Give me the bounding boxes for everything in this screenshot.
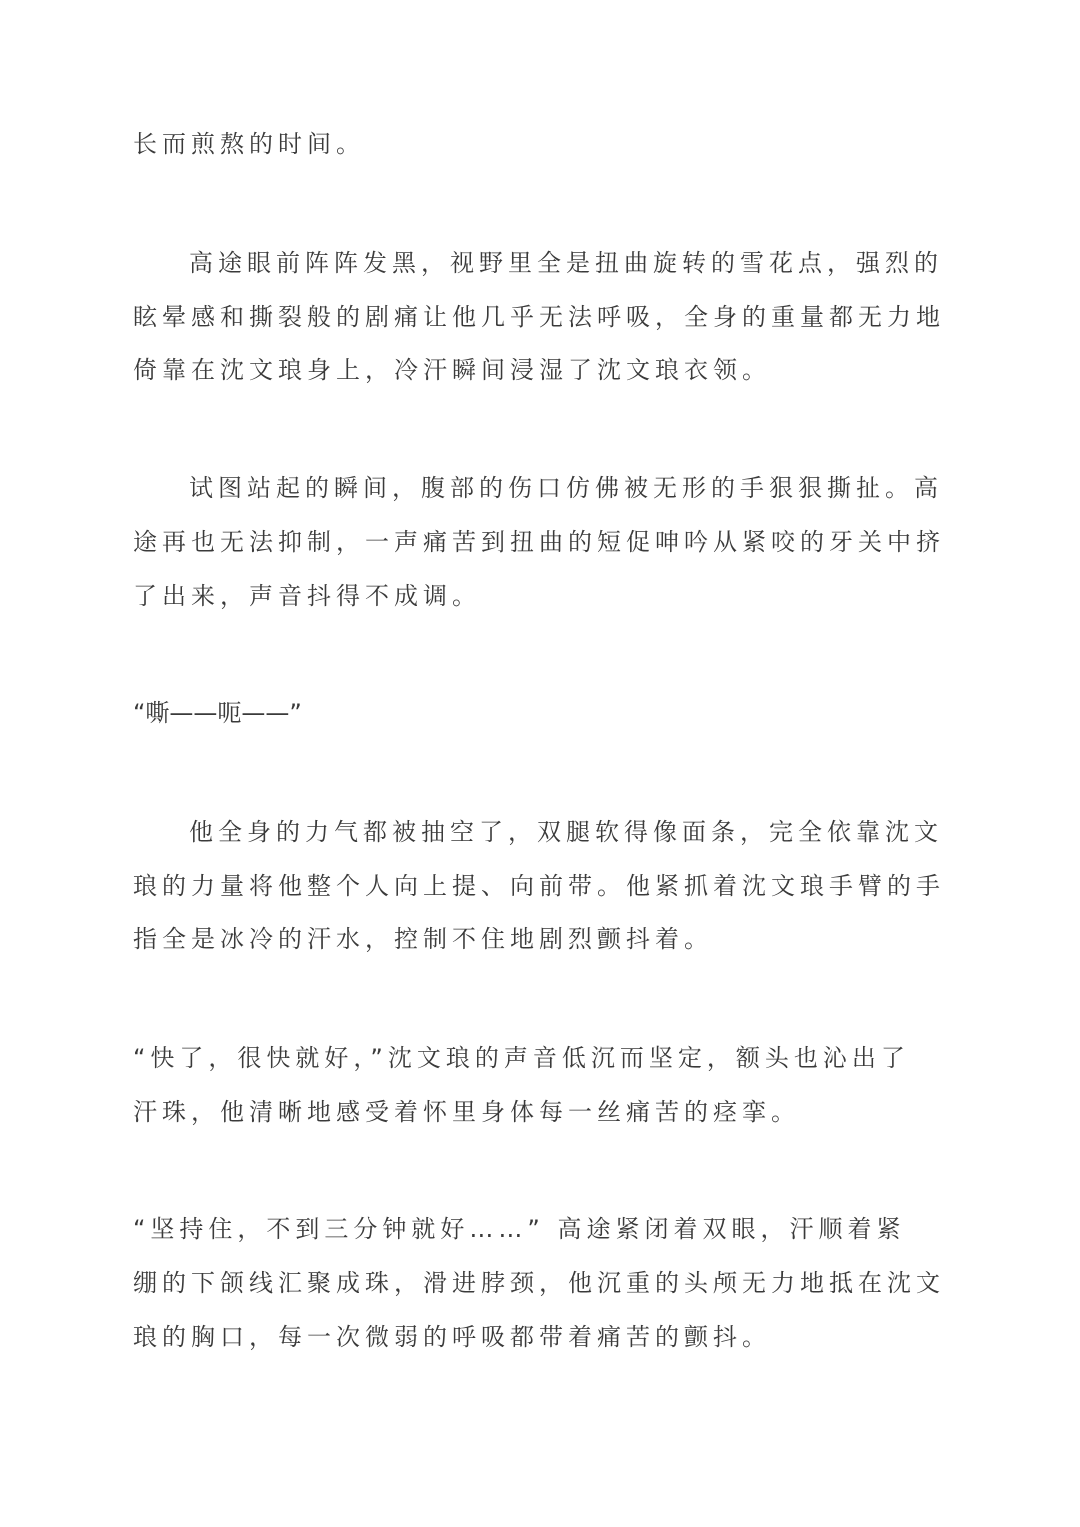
text-line: 指全是冰冷的汗水，控制不住地剧烈颤抖着。: [133, 925, 713, 953]
text-line: “坚持住，不到三分钟就好……” 高途紧闭着双眼，汗顺着紧: [133, 1215, 906, 1243]
text-line: 眩晕感和撕裂般的剧痛让他几乎无法呼吸，全身的重量都无力地: [133, 303, 945, 331]
text-line: 汗珠，他清晰地感受着怀里身体每一丝痛苦的痉挛。: [133, 1098, 800, 1126]
text-line: 琅的力量将他整个人向上提、向前带。他紧抓着沈文琅手臂的手: [133, 872, 945, 900]
text-line: “快了，很快就好，”沈文琅的声音低沉而坚定，额头也沁出了: [133, 1044, 910, 1072]
text-line: 了出来，声音抖得不成调。: [133, 582, 481, 610]
text-line: 他全身的力气都被抽空了，双腿软得像面条，完全依靠沈文: [189, 818, 943, 846]
text-line: 琅的胸口，每一次微弱的呼吸都带着痛苦的颤抖。: [133, 1323, 771, 1351]
text-line: 绷的下颌线汇聚成珠，滑进脖颈，他沉重的头颅无力地抵在沈文: [133, 1269, 945, 1297]
text-line: 途再也无法抑制，一声痛苦到扭曲的短促呻吟从紧咬的牙关中挤: [133, 528, 945, 556]
text-line: “嘶——呃——”: [133, 699, 302, 727]
text-line: 高途眼前阵阵发黑，视野里全是扭曲旋转的雪花点，强烈的: [189, 249, 943, 277]
text-line: 长而煎熬的时间。: [133, 130, 365, 158]
text-line: 试图站起的瞬间，腹部的伤口仿佛被无形的手狠狠撕扯。高: [189, 474, 943, 502]
text-line: 倚靠在沈文琅身上，冷汗瞬间浸湿了沈文琅衣领。: [133, 356, 771, 384]
